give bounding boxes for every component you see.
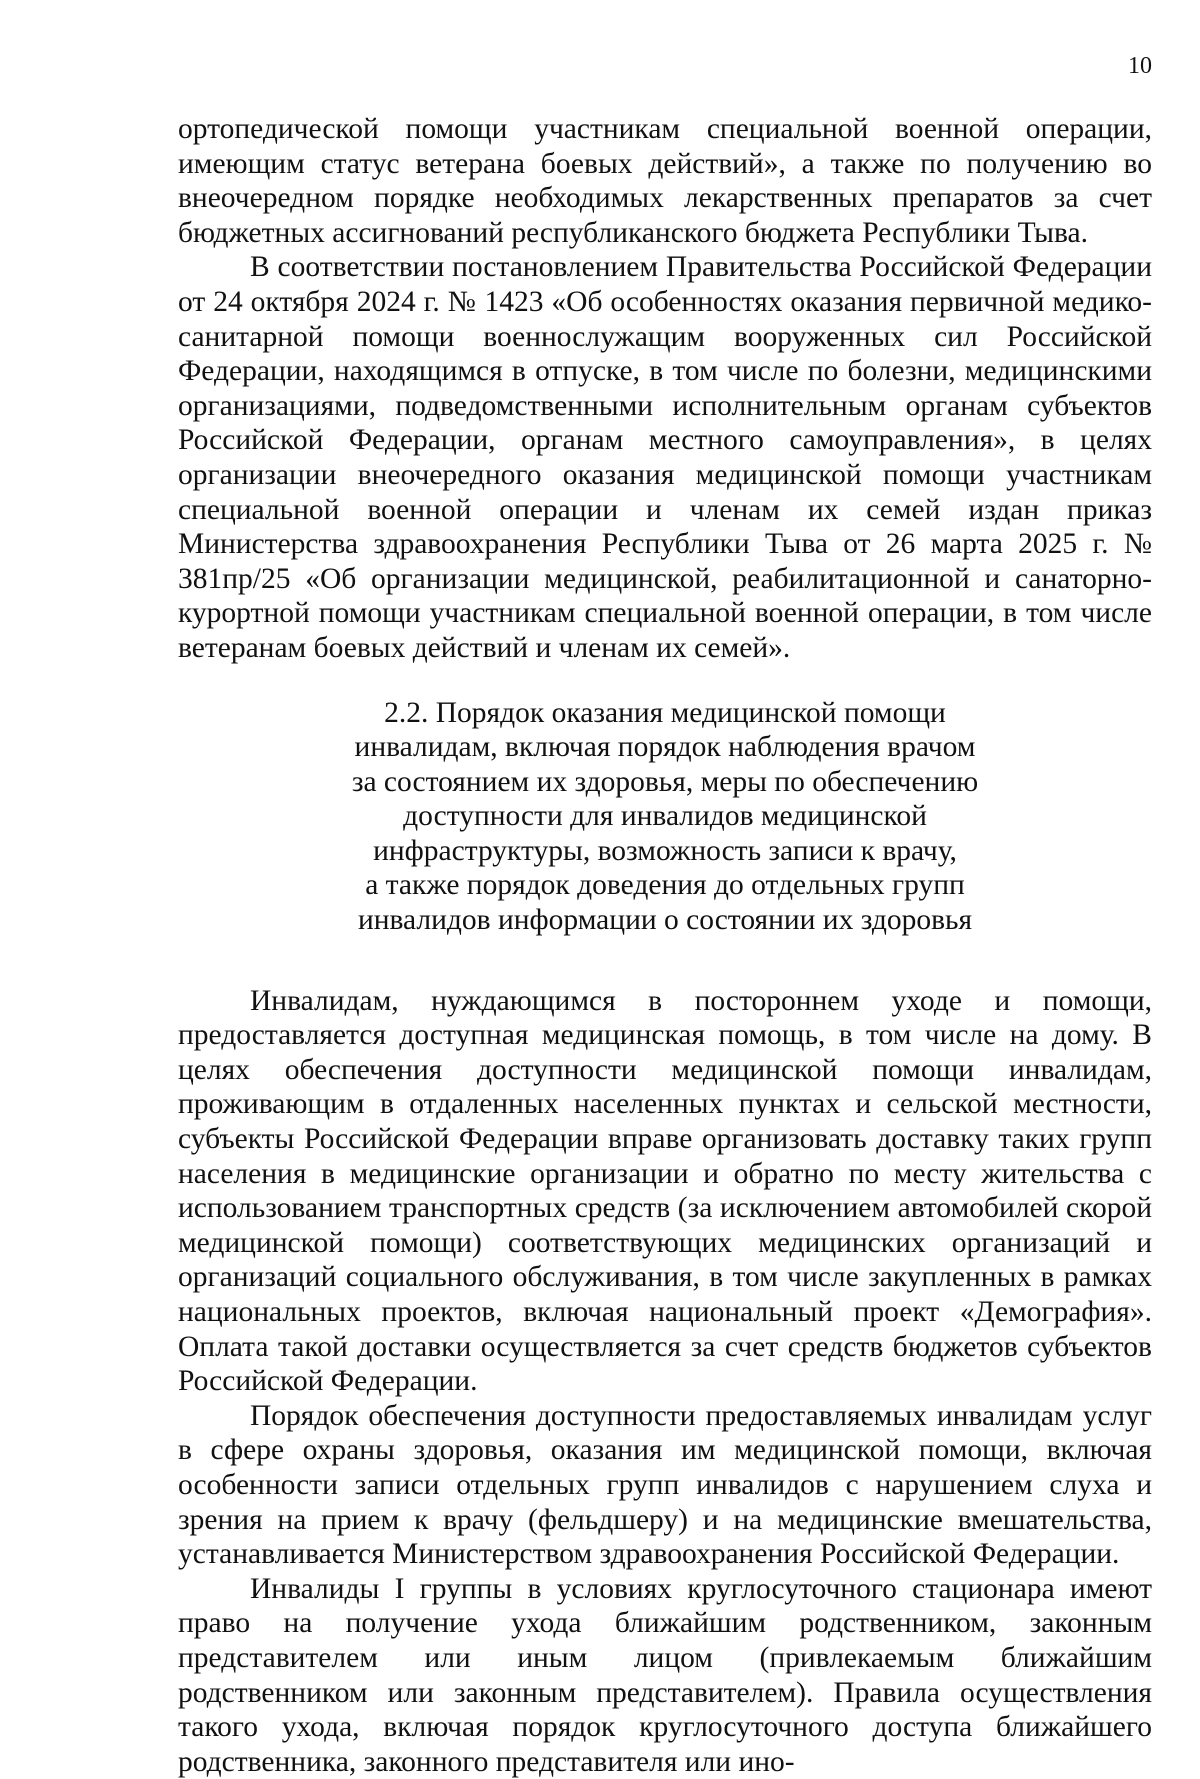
section-heading bbox=[345, 696, 985, 938]
section-heading-line: инфраструктуры, возможность записи к врачу, bbox=[373, 834, 957, 867]
paragraph-continuation: ортопедической помощи участникам специальной военной операции, имеющим статус ветерана боевых действий», а также по получению во внеочередном порядке необходимых лекарственных препаратов за счет бюджетных ассигнований республиканского бюджета Республики Тыва. bbox=[178, 113, 1152, 249]
section-heading-line: а также порядок доведения до отдельных групп bbox=[365, 869, 965, 902]
paragraph-group-one-care: Инвалиды I группы в условиях круглосуточного стационара имеют право на получение ухода ближайшим родственником, законным представителем или иным лицом (привлекаемым ближайшим родственником или законным представителем). Правила осуществления такого ухода, включая порядок круглосуточного доступа ближайшего родственника, законного представителя или ино- bbox=[178, 1572, 1152, 1778]
document-body bbox=[178, 112, 1152, 1779]
section-heading-line: инвалидов информации о состоянии их здоровья bbox=[357, 904, 973, 937]
paragraph-accessibility-order: Порядок обеспечения доступности предоставляемых инвалидам услуг в сфере охраны здоровья, оказания им медицинской помощи, включая особенности записи отдельных групп инвалидов с нарушением слуха и зрения на прием к врачу (фельдшеру) и на медицинские вмешательства, устанавливается Министерством здравоохранения Российской Федерации. bbox=[178, 1399, 1152, 1571]
spacer bbox=[178, 938, 1152, 984]
section-heading-line: 2.2. Порядок оказания медицинской помощи bbox=[384, 696, 946, 729]
section-heading-line: доступности для инвалидов медицинской bbox=[403, 800, 927, 833]
paragraph-home-care: Инвалидам, нуждающимся в постороннем уходе и помощи, предоставляется доступная медицинская помощь, в том числе на дому. В целях обеспечения доступности медицинской помощи инвалидам, проживающим в отдаленных населенных пунктах и сельской местности, субъекты Российской Федерации вправе организовать доставку таких групп населения в медицинские организации и обратно по месту жительства с использованием транспортных средств (за исключением автомобилей скорой медицинской помощи) соответствующих медицинских организаций и организаций социального обслуживания, в том числе закупленных в рамках национальных проектов, включая национальный проект «Демография». Оплата такой доставки осуществляется за счет средств бюджетов субъектов Российской Федерации. bbox=[178, 984, 1152, 1398]
section-heading-line: за состоянием их здоровья, меры по обеспечению bbox=[351, 765, 979, 798]
paragraph-decree-reference: В соответствии постановлением Правительства Российской Федерации от 24 октября 2024 г. № 1423 «Об особенностях оказания первичной медико-санитарной помощи военнослужащим вооруженных сил Российской Федерации, находящимся в отпуске, в том числе по болезни, медицинскими организациями, подведомственными исполнительным органам субъектов Российской Федерации, органам местного самоуправления», в целях организации внеочередного оказания медицинской помощи участникам специальной военной операции и членам их семей издан приказ Министерства здравоохранения Республики Тыва от 26 марта 2025 г. № 381пр/25 «Об организации медицинской, реабилитационной и санаторно-курортной помощи участникам специальной военной операции, в том числе ветеранам боевых действий и членам их семей». bbox=[178, 251, 1152, 664]
page-number: 10 bbox=[1128, 53, 1152, 79]
section-heading-line: инвалидам, включая порядок наблюдения врачом bbox=[354, 731, 976, 764]
